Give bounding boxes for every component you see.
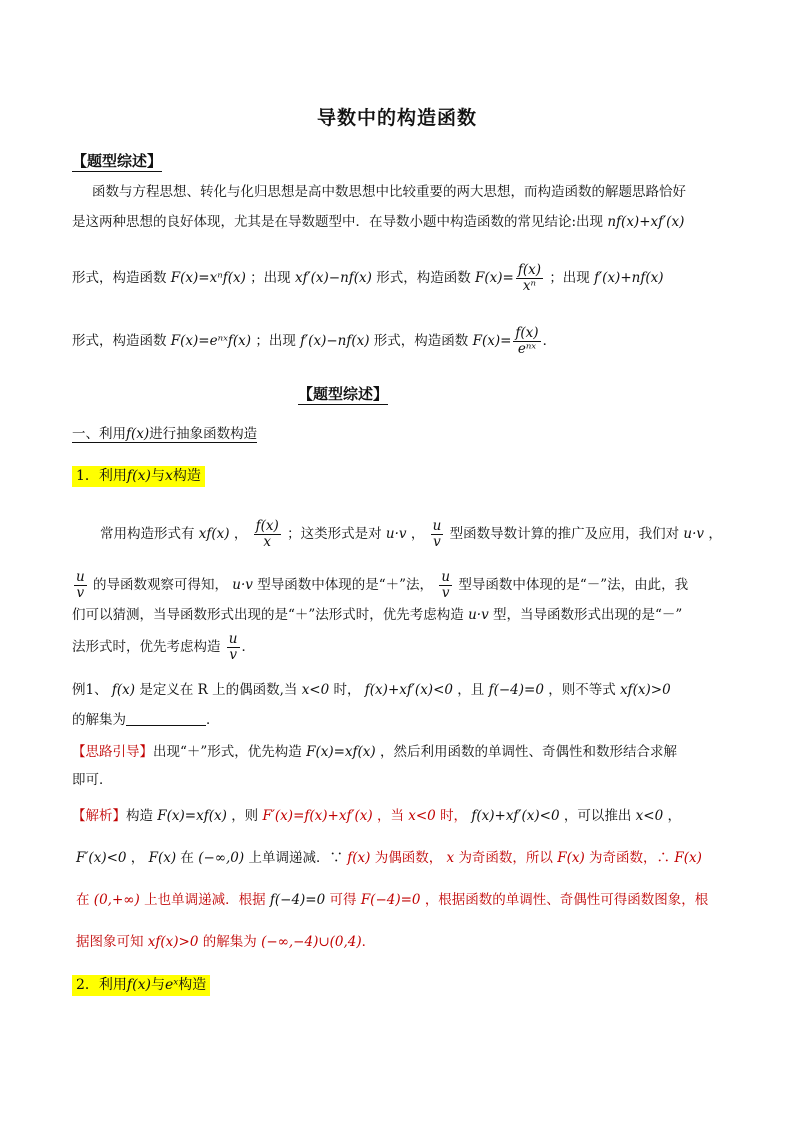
- subsection-label-1: [72, 466, 205, 486]
- solution-text: 在: [76, 892, 90, 908]
- hint-line-1: [72, 742, 677, 762]
- subsection-label-2: [72, 975, 210, 995]
- math-expression: F(x): [674, 850, 702, 866]
- intro-text: 形式，构造函数: [373, 332, 469, 349]
- math-expression: x<0: [301, 682, 330, 698]
- intro-text: ．: [542, 332, 557, 349]
- para-text: ．: [241, 638, 255, 655]
- math-expression: f(x)+xf′(x)<0: [364, 682, 453, 698]
- solution-text: ，可以推出: [563, 808, 632, 824]
- para-line-2: [72, 570, 688, 601]
- fraction: [74, 570, 87, 601]
- math-expression: F(x): [148, 850, 177, 866]
- example-line-1: [72, 680, 671, 700]
- solution-text: ，: [667, 808, 681, 824]
- section-title-part: 进行抽象函数构造: [149, 426, 258, 442]
- math-expression: f(−4)=0: [488, 682, 544, 698]
- solution-line-2: [76, 848, 702, 868]
- example-line-2: [72, 710, 220, 730]
- solution-line-4: [76, 932, 375, 952]
- intro-text: ；出现: [255, 332, 296, 349]
- solution-text: 为奇函数，所以: [458, 850, 553, 866]
- para-text: ，: [410, 525, 425, 542]
- para-text: 型导函数中体现的是“＋”法，: [257, 576, 434, 593]
- section-title-part: 一、利用: [72, 426, 126, 442]
- math-expression: u·v: [385, 525, 407, 542]
- label-part: 1．利用: [76, 468, 127, 484]
- solution-text: 为奇函数，∴: [589, 850, 671, 866]
- label-part: 构造: [172, 468, 201, 484]
- highlight-label: [72, 466, 205, 487]
- solution-text: 上单调递减．∵: [248, 850, 343, 866]
- fraction-denominator: x: [263, 533, 272, 550]
- hint-text: 出现“＋”形式，优先构造: [153, 744, 302, 760]
- math-expression: F(x)=: [475, 269, 514, 286]
- math-expression: x: [446, 850, 455, 866]
- math-expression: f(x): [126, 426, 150, 442]
- fraction: [254, 519, 281, 550]
- para-text: ，: [708, 525, 722, 542]
- intro-text: 是这两种思想的良好体现，尤其是在导数题型中．在导数小题中构造函数的常见结论:出现: [72, 214, 604, 230]
- example-text: 是定义在 R 上的偶函数,当: [139, 682, 298, 698]
- solution-text: 上也单调递减．根据: [144, 892, 266, 908]
- math-expression: xf′(x)−nf(x): [294, 269, 372, 286]
- math-expression: x<0: [635, 808, 664, 824]
- solution-text: 为偶函数，: [374, 850, 443, 866]
- para-line-3: [72, 605, 682, 625]
- math-expression: F′(x)=f(x)+xf′(x): [262, 808, 373, 824]
- intro-text: 形式，构造函数: [376, 269, 471, 286]
- example-text: 的解集为: [72, 712, 126, 728]
- math-expression: f(−4)=0: [269, 892, 326, 908]
- intro-text: ；出现: [250, 269, 291, 286]
- section-title-1: [72, 424, 257, 444]
- math-expression: F(−4)=0: [360, 892, 421, 908]
- fraction: [431, 519, 444, 550]
- para-text: 法形式时，优先考虑构造: [72, 638, 221, 655]
- hint-text: ，然后利用函数的单调性、奇偶性和数形结合求解: [380, 744, 677, 760]
- intro-line-1: 函数与方程思想、转化与化归思想是高中数思想中比较重要的两大思想，而构造函数的解题思路恰好: [92, 184, 686, 200]
- fraction-denominator: eⁿˣ: [517, 340, 537, 357]
- example-text: 时，: [333, 682, 361, 698]
- hint-line-2: 即可．: [72, 772, 113, 788]
- para-text: 型函数导数计算的推广及应用，我们对: [449, 525, 680, 542]
- fraction: [516, 263, 543, 294]
- fraction-numerator: u: [441, 569, 451, 585]
- math-expression: F′(x)<0: [76, 850, 127, 866]
- solution-text: 的解集为: [202, 934, 257, 950]
- math-expression: f(x): [347, 850, 371, 866]
- example-text: ，则不等式: [548, 682, 616, 698]
- solution-text: 可得: [329, 892, 357, 908]
- math-expression: (−∞,−4)∪(0,4): [261, 934, 362, 950]
- intro-text: ；出现: [549, 269, 590, 286]
- math-expression: xf(x): [198, 525, 230, 542]
- highlight-label: [72, 975, 210, 996]
- math-expression: xf(x)>0: [147, 934, 199, 950]
- fraction-denominator: v: [433, 533, 441, 550]
- math-expression: f′(x)+nf(x): [594, 269, 664, 286]
- fraction-denominator: v: [229, 646, 237, 663]
- math-expression: x<0: [408, 808, 436, 824]
- math-expression: f(x): [126, 468, 151, 484]
- para-line-4: [72, 632, 255, 663]
- label-part: 与: [150, 468, 165, 484]
- math-expression: f(x): [111, 682, 136, 698]
- para-text: 的导函数观察可得知，: [93, 576, 228, 593]
- math-expression: x: [164, 468, 173, 484]
- fraction: [227, 632, 240, 663]
- solution-text: 时，: [440, 808, 468, 824]
- math-expression: F(x)=: [472, 332, 512, 349]
- fraction-denominator: v: [76, 584, 85, 601]
- solution-text: ，: [130, 850, 145, 866]
- math-expression: F(x)=eⁿˣf(x): [170, 332, 252, 349]
- solution-line-1: [72, 806, 681, 826]
- math-expression: nf(x)+xf′(x): [607, 214, 685, 230]
- fraction-numerator: u: [432, 518, 442, 534]
- math-expression: u·v: [468, 607, 489, 623]
- example-text: 例1、: [72, 682, 108, 698]
- fraction-numerator: f(x): [517, 262, 542, 278]
- solution-text: ，根据函数的单调性、奇偶性可得函数图象，根: [424, 892, 709, 908]
- math-expression: F(x)=xⁿf(x): [170, 269, 246, 286]
- section-heading-overview: [72, 150, 162, 171]
- fraction-numerator: f(x): [255, 518, 279, 534]
- intro-line-4: [72, 326, 556, 357]
- para-text: 型，当导函数形式出现的是“－”: [493, 607, 683, 623]
- fraction-numerator: u: [76, 569, 85, 585]
- math-expression: u·v: [683, 525, 705, 542]
- fraction-denominator: xⁿ: [522, 277, 536, 294]
- solution-label: 【解析】: [72, 808, 126, 824]
- intro-text: 形式，构造函数: [72, 269, 167, 286]
- label-part: 与: [150, 977, 165, 993]
- math-expression: F(x): [557, 850, 585, 866]
- fraction: [513, 326, 540, 357]
- section-title-text: [72, 426, 257, 443]
- math-expression: f(x): [126, 977, 151, 993]
- fraction-numerator: u: [228, 631, 238, 647]
- para-text: 型导函数中体现的是“－”法，由此，我: [458, 576, 689, 593]
- para-line-1: [100, 519, 722, 550]
- example-text: ．: [206, 712, 220, 728]
- intro-line-2: [72, 212, 684, 232]
- intro-text: 形式，构造函数: [72, 332, 167, 349]
- math-expression: u·v: [232, 576, 253, 593]
- solution-line-3: [76, 890, 708, 910]
- heading-text: 【题型综述】: [298, 385, 389, 403]
- math-expression: f(x)+xf′(x)<0: [471, 808, 560, 824]
- hint-label: 【思路引导】: [72, 744, 153, 760]
- para-text: 常用构造形式有: [100, 525, 195, 542]
- math-expression: xf(x)>0: [620, 682, 671, 698]
- fraction: [439, 570, 452, 601]
- para-text: ；这类形式是对: [287, 525, 382, 542]
- fraction-numerator: f(x): [515, 325, 539, 341]
- math-expression: F(x)=xf(x): [157, 808, 227, 824]
- math-expression: F(x)=xf(x): [306, 744, 376, 760]
- para-text: ，: [233, 525, 248, 542]
- heading-text: 【题型综述】: [72, 152, 163, 170]
- math-expression: f′(x)−nf(x): [300, 332, 370, 349]
- intro-line-3: [72, 263, 663, 294]
- solution-text: 构造: [126, 808, 153, 824]
- math-expression: (−∞,0): [198, 850, 245, 866]
- math-expression: eˣ: [164, 977, 179, 993]
- label-part: 构造: [178, 977, 207, 993]
- answer-blank: [126, 711, 206, 726]
- solution-text: ，则: [231, 808, 259, 824]
- page-title: 导数中的构造函数: [316, 107, 477, 129]
- solution-text: ．: [361, 934, 376, 950]
- fraction-denominator: v: [441, 584, 450, 601]
- math-expression: (0,+∞): [93, 892, 140, 908]
- para-text: 们可以猜测，当导函数形式出现的是“＋”法形式时，优先考虑构造: [72, 607, 464, 623]
- solution-text: 据图象可知: [76, 934, 144, 950]
- label-part: 2．利用: [76, 977, 127, 993]
- example-text: ，且: [457, 682, 485, 698]
- solution-text: 在: [180, 850, 194, 866]
- solution-text: ，当: [376, 808, 404, 824]
- section-heading-overview-2: [298, 383, 388, 404]
